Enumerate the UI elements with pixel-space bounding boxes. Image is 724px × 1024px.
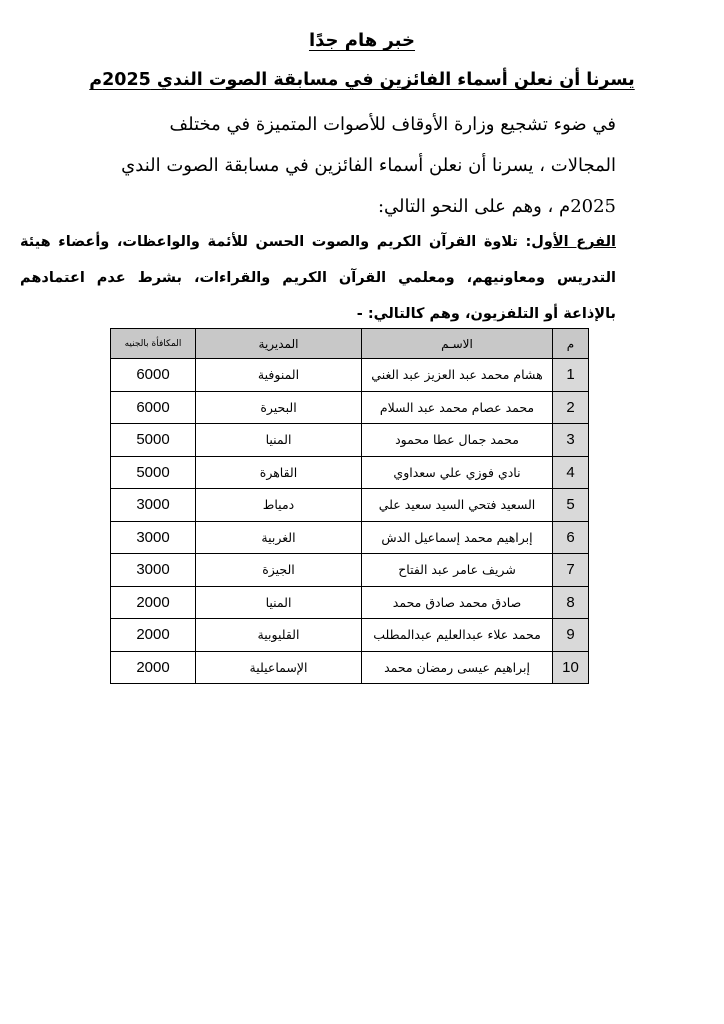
- row-prize: 3000: [111, 521, 196, 554]
- row-num: 3: [553, 424, 589, 457]
- row-directorate: القليوبية: [196, 619, 362, 652]
- table-row: [111, 424, 589, 457]
- table-row: [111, 489, 589, 522]
- row-num: 7: [553, 554, 589, 587]
- row-name: نادي فوزي علي سعداوي: [362, 456, 553, 489]
- row-num: 9: [553, 619, 589, 652]
- row-prize: 3000: [111, 554, 196, 587]
- row-prize: 3000: [111, 489, 196, 522]
- row-prize: 6000: [111, 359, 196, 392]
- row-name: محمد عصام محمد عبد السلام: [362, 391, 553, 424]
- table-row: [111, 456, 589, 489]
- row-name: محمد علاء عبدالعليم عبدالمطلب: [362, 619, 553, 652]
- table-row: [111, 619, 589, 652]
- row-directorate: المنيا: [196, 586, 362, 619]
- row-num: 1: [553, 359, 589, 392]
- row-directorate: البحيرة: [196, 391, 362, 424]
- header-name: الاسـم: [362, 329, 553, 359]
- winners-table: [110, 328, 589, 684]
- row-prize: 6000: [111, 391, 196, 424]
- table-body: [111, 359, 589, 684]
- row-name: شريف عامر عبد الفتاح: [362, 554, 553, 587]
- row-directorate: المنيا: [196, 424, 362, 457]
- table-row: [111, 521, 589, 554]
- row-prize: 2000: [111, 586, 196, 619]
- header-directorate: المديرية: [196, 329, 362, 359]
- row-num: 2: [553, 391, 589, 424]
- header-num: م: [553, 329, 589, 359]
- row-directorate: دمياط: [196, 489, 362, 522]
- row-name: السعيد فتحي السيد سعيد علي: [362, 489, 553, 522]
- row-name: هشام محمد عبد العزيز عبد الغني: [362, 359, 553, 392]
- row-num: 10: [553, 651, 589, 684]
- header-prize: المكافأة بالجنيه: [111, 329, 196, 359]
- intro-paragraph: في ضوء تشجيع وزارة الأوقاف للأصوات المتميزة في مختلف المجالات ، يسرنا أن نعلن أسماء الفائزين في مسابقة الصوت الندي 2025م ، وهم على النحو التالي:: [121, 114, 616, 217]
- row-name: صادق محمد صادق محمد: [362, 586, 553, 619]
- row-directorate: الجيزة: [196, 554, 362, 587]
- branch-paragraph: [20, 224, 616, 332]
- row-name: محمد جمال عطا محمود: [362, 424, 553, 457]
- row-directorate: القاهرة: [196, 456, 362, 489]
- row-prize: 2000: [111, 651, 196, 684]
- branch-text: : تلاوة القرآن الكريم والصوت الحسن للأئمة والواعظات، وأعضاء هيئة التدريس ومعاونيهم، ومعلمي القرآن الكريم والقراءات، بشرط عدم اعتمادهم بالإذاعة أو التلفزيون، وهم كالتالي: -: [20, 234, 616, 322]
- table-header-row: [111, 329, 589, 359]
- table-row: [111, 554, 589, 587]
- row-directorate: الإسماعيلية: [196, 651, 362, 684]
- table-row: [111, 651, 589, 684]
- row-num: 4: [553, 456, 589, 489]
- branch-lead: الفرع الأول: [531, 234, 616, 250]
- table-row: [111, 359, 589, 392]
- table-row: [111, 586, 589, 619]
- table-row: [111, 391, 589, 424]
- row-directorate: الغربية: [196, 521, 362, 554]
- row-prize: 2000: [111, 619, 196, 652]
- row-num: 6: [553, 521, 589, 554]
- row-directorate: المنوفية: [196, 359, 362, 392]
- row-num: 5: [553, 489, 589, 522]
- row-name: إبراهيم عيسى رمضان محمد: [362, 651, 553, 684]
- row-num: 8: [553, 586, 589, 619]
- page-subtitle: يسرنا أن نعلن أسماء الفائزين في مسابقة الصوت الندي 2025م: [89, 70, 635, 90]
- row-name: إبراهيم محمد إسماعيل الدش: [362, 521, 553, 554]
- page-title: خبر هام جدًا: [308, 30, 416, 51]
- row-prize: 5000: [111, 456, 196, 489]
- row-prize: 5000: [111, 424, 196, 457]
